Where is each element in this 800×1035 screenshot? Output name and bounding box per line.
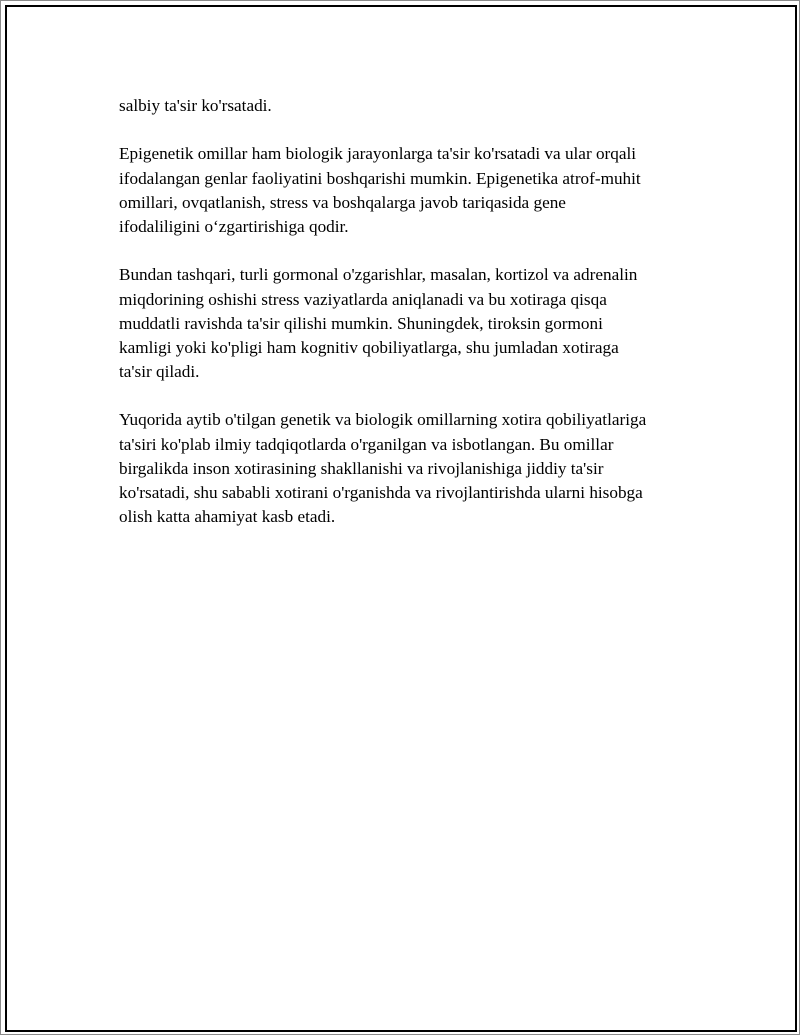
text-line: ko'rsatadi, shu sababli xotirani o'rganishda va rivojlantirishda ularni hisobga	[119, 483, 643, 502]
text-line: Epigenetik omillar ham biologik jarayonlarga ta'sir ko'rsatadi va ular orqali	[119, 144, 637, 164]
paragraph-3	[119, 263, 709, 384]
document-body	[119, 94, 709, 554]
paragraph-4	[119, 408, 709, 529]
paragraph-1	[119, 94, 709, 118]
text-line: miqdorining oshishi stress vaziyatlarda aniqlanadi va bu xotiraga qisqa	[119, 289, 607, 309]
text-line: muddatli ravishda ta'sir qilishi mumkin. Shuningdek, tiroksin gormoni	[119, 313, 603, 333]
text-line: ta'siri ko'plab ilmiy tadqiqotlarda o'rganilgan va isbotlangan. Bu omillar	[119, 434, 614, 454]
text-line: kamligi yoki ko'pligi ham kognitiv qobiliyatlarga, shu jumladan xotiraga	[119, 337, 619, 357]
paragraph-2	[119, 142, 709, 239]
text-line: birgalikda inson xotirasining shakllanishi va rivojlanishiga jiddiy ta'sir	[119, 458, 604, 478]
text-line: ifodalangan genlar faoliyatini boshqarishi mumkin. Epigenetika atrof-muhit	[119, 168, 641, 188]
text-line: Yuqorida aytib o'tilgan genetik va biologik omillarning xotira qobiliyatlariga	[119, 410, 647, 430]
text-line: Bundan tashqari, turli gormonal o'zgarishlar, masalan, kortizol va adrenalin	[119, 265, 638, 285]
text-line: ifodaliligini o‘zgartirishiga qodir.	[119, 216, 349, 236]
text-line: omillari, ovqatlanish, stress va boshqalarga javob tariqasida gene	[119, 192, 566, 212]
text-line: olish katta ahamiyat kasb etadi.	[119, 507, 336, 527]
text-line: ta'sir qiladi.	[119, 362, 200, 382]
text-line: salbiy ta'sir ko'rsatadi.	[119, 96, 272, 115]
